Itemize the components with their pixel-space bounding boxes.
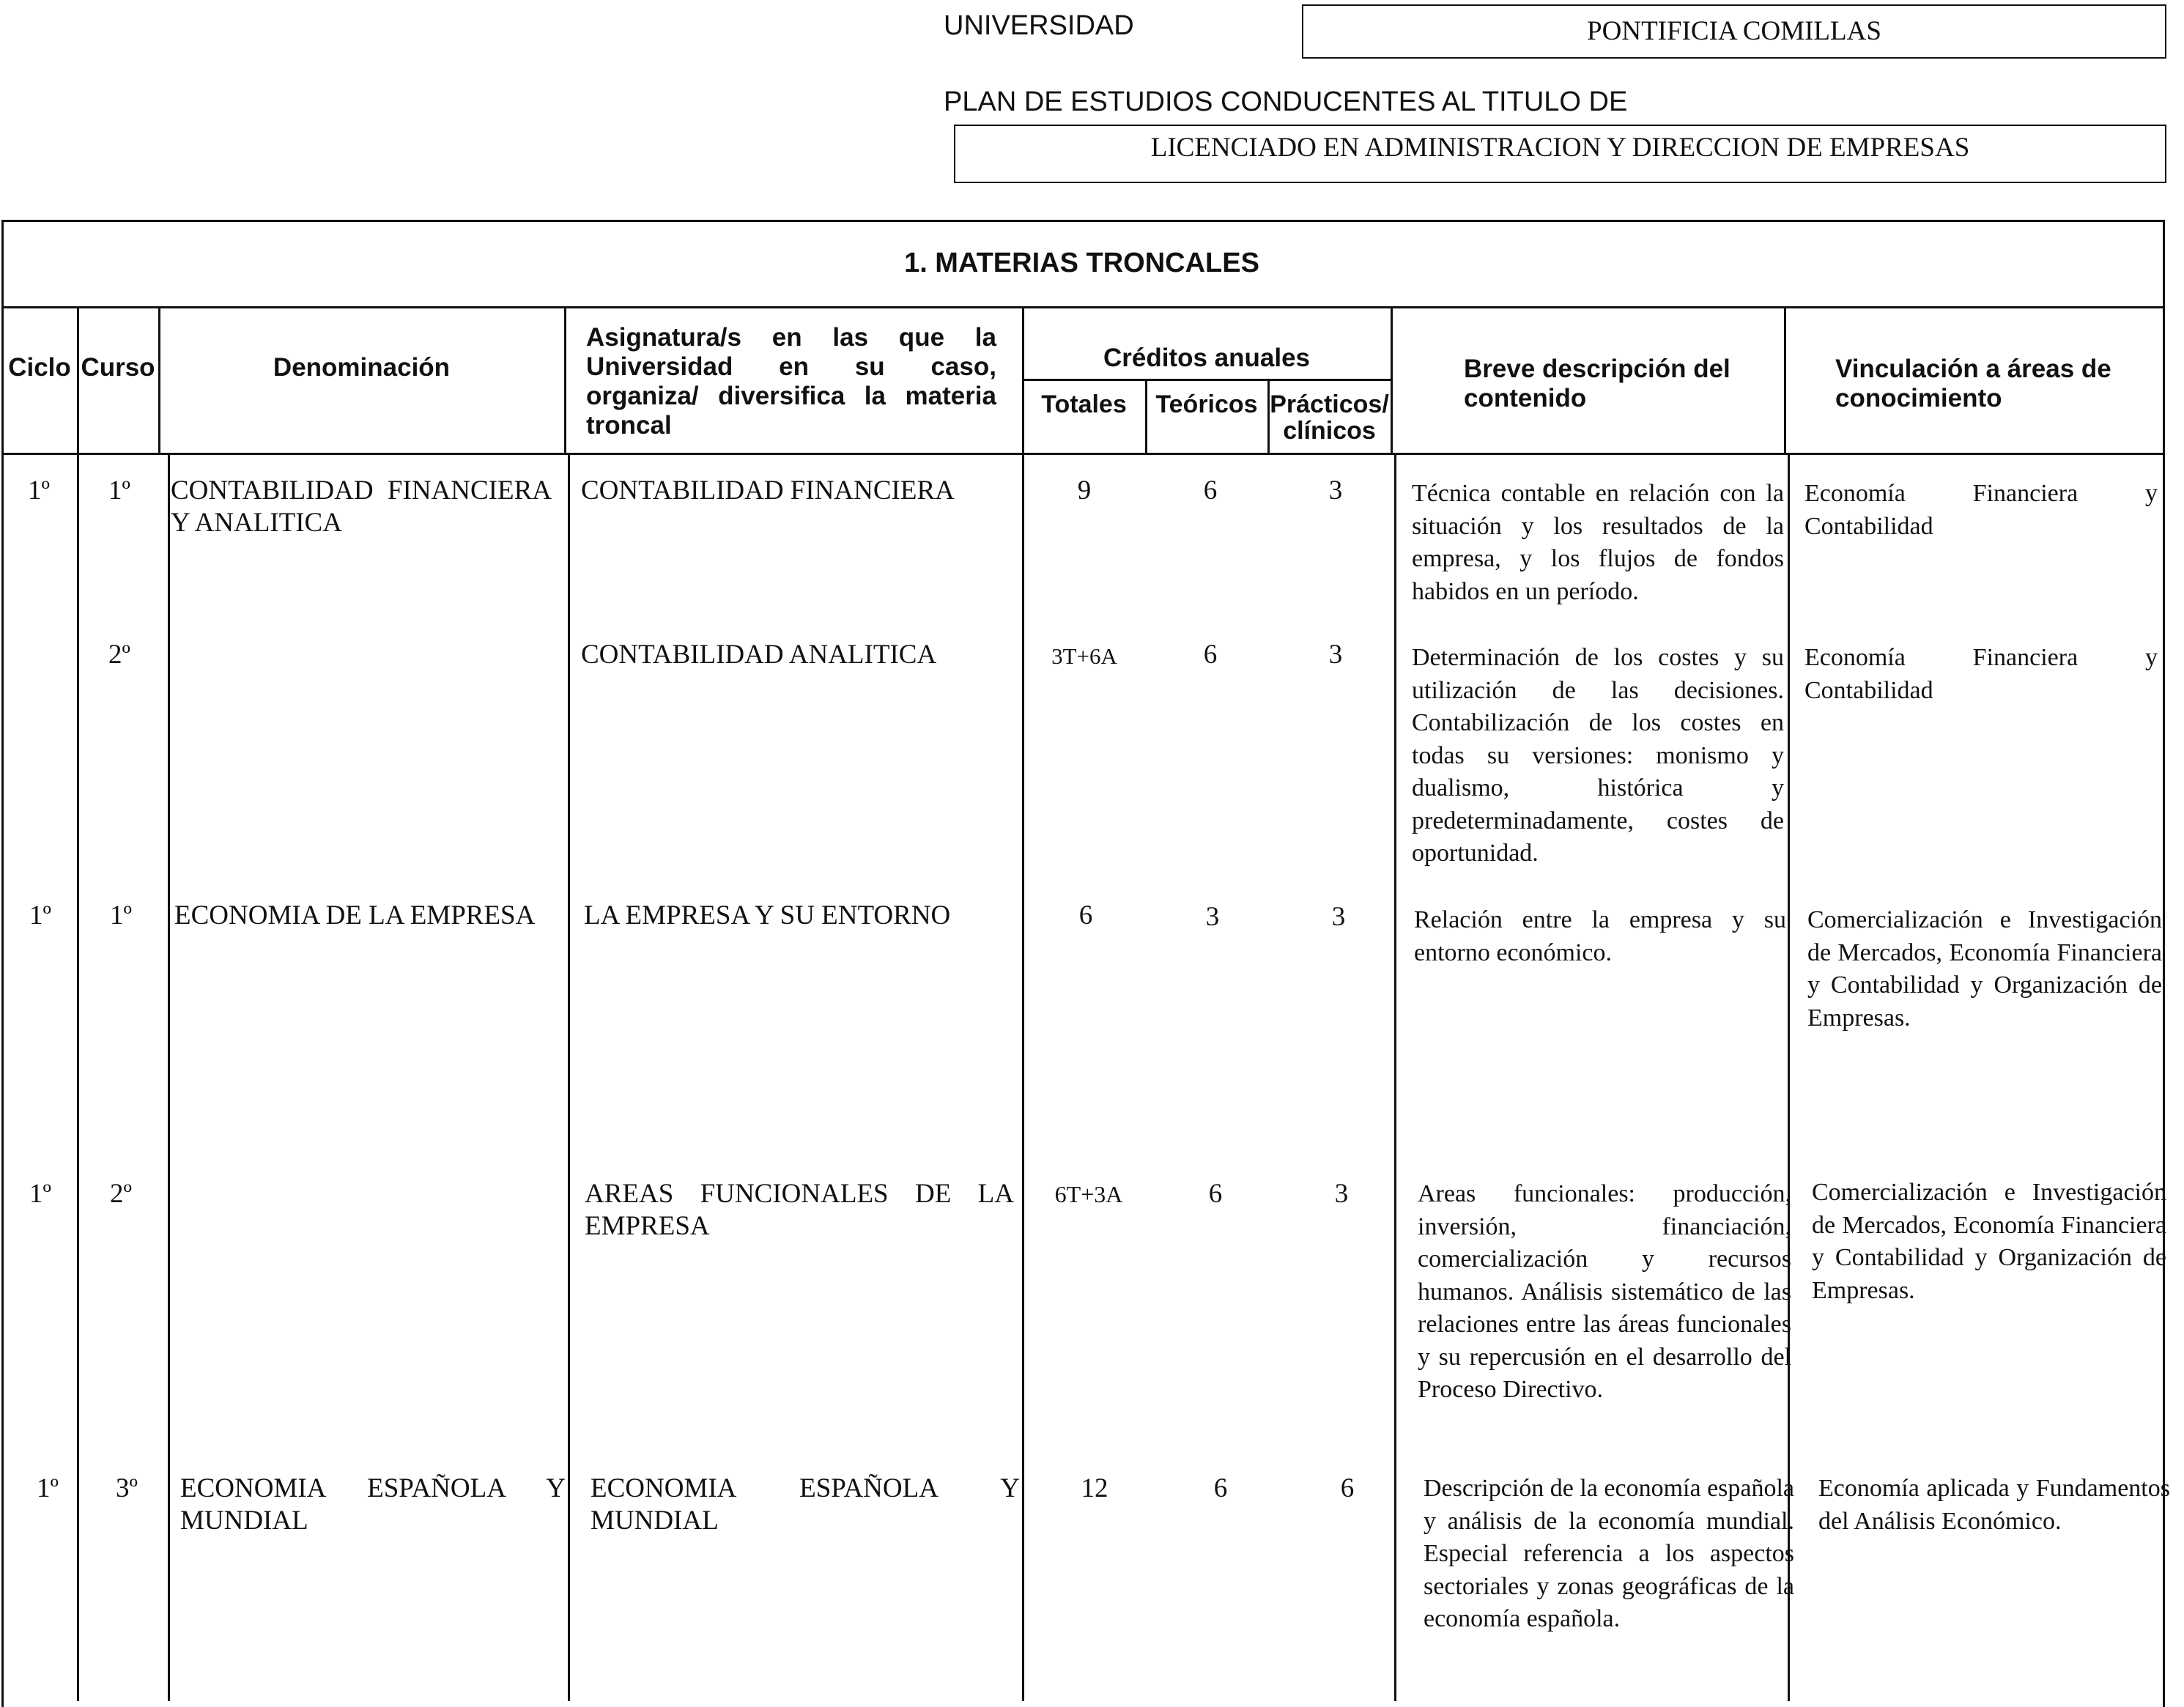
row-descripcion: Descripción de la economía española y análisis de la economía mundial. Especial referencia a los aspectos sectoriales y zonas geográficas de la economía española. <box>1424 1475 1795 1632</box>
header-descripcion: Breve descripción del contenido <box>1464 355 1730 412</box>
row-curso: 1º <box>110 900 132 930</box>
header-creditos: Créditos anuales <box>1103 344 1311 372</box>
body-divider-denominacion <box>568 453 570 1701</box>
university-label: UNIVERSIDAD <box>944 10 1134 41</box>
row-denominacion: CONTABILIDAD FINANCIERA Y ANALITICA <box>171 475 552 538</box>
university-name: PONTIFICIA COMILLAS <box>1587 16 1881 46</box>
header-ciclo: Ciclo <box>8 353 71 382</box>
row-totales: 3T+6A <box>1051 643 1117 669</box>
row-teoricos: 6 <box>1203 640 1218 670</box>
row-practicos: 3 <box>1331 902 1346 932</box>
row-totales: 12 <box>1081 1473 1108 1503</box>
col-divider-denominacion <box>564 306 566 453</box>
degree-name-box <box>954 125 2166 183</box>
row-asignatura: CONTABILIDAD FINANCIERA <box>581 475 955 506</box>
row-totales: 6 <box>1078 900 1093 930</box>
row-descripcion: Determinación de los costes y su utilización de las decisiones. Contabilización de los costes en todas su versiones: monismo y dualismo, histórica y predeterminadamente, costes de oportunidad. <box>1412 644 1784 867</box>
col-divider-asignatura <box>1022 306 1024 453</box>
row-curso: 3º <box>116 1473 138 1503</box>
header-teoricos: Teóricos <box>1155 390 1258 418</box>
body-divider-asignatura <box>1022 453 1024 1701</box>
degree-name: LICENCIADO EN ADMINISTRACION Y DIRECCION DE EMPRESAS <box>1150 133 1970 163</box>
row-curso: 2º <box>110 1179 132 1209</box>
row-totales: 6T+3A <box>1054 1181 1123 1207</box>
section-title: 1. MATERIAS TRONCALES <box>904 248 1259 278</box>
header-denominacion: Denominación <box>273 353 451 382</box>
row-descripcion: Técnica contable en relación con la situación y los resultados de la empresa, y los flujos de fondos habidos en un período. <box>1412 480 1784 605</box>
row-descripcion: Areas funcionales: producción, inversión, financiación, comercialización y recursos humanos. Análisis sistemático de las relaciones entre las áreas funcionales y su repercusión en el desarrollo del Proceso Directivo. <box>1418 1180 1791 1403</box>
row-totales: 9 <box>1077 475 1092 506</box>
row-curso: 2º <box>108 640 130 670</box>
row-vinculacion: Economía aplicada y Fundamentos del Análisis Económico. <box>1818 1475 2170 1535</box>
row-asignatura: CONTABILIDAD ANALITICA <box>581 640 937 670</box>
row-descripcion: Relación entre la empresa y su entorno económico. <box>1414 906 1786 966</box>
row-vinculacion: Economía Financiera y Contabilidad <box>1804 480 2158 540</box>
row-teoricos: 6 <box>1203 475 1218 506</box>
row-vinculacion: Comercialización e Investigación de Mercados, Economía Financiera y Contabilidad y Organización de Empresas. <box>1807 906 2162 1032</box>
header-vinculacion: Vinculación a áreas de conocimiento <box>1835 355 2111 412</box>
row-asignatura: ECONOMIA ESPAÑOLA Y MUNDIAL <box>591 1473 1020 1536</box>
body-divider-creditos <box>1394 453 1396 1701</box>
university-name-box <box>1302 4 2166 59</box>
row-teoricos: 6 <box>1213 1473 1228 1503</box>
col-divider-descripcion <box>1784 306 1786 453</box>
row-teoricos: 6 <box>1208 1179 1223 1209</box>
row-ciclo: 1º <box>28 475 50 506</box>
row-ciclo: 1º <box>37 1473 59 1503</box>
header-practicos: Prácticos/ clínicos <box>1270 390 1389 445</box>
body-divider-curso <box>168 453 170 1701</box>
plan-label: PLAN DE ESTUDIOS CONDUCENTES AL TITULO DE <box>944 86 1628 117</box>
row-practicos: 3 <box>1334 1179 1349 1209</box>
col-divider-creditos <box>1391 306 1393 453</box>
header-divider <box>1 453 2165 455</box>
row-ciclo: 1º <box>29 1179 51 1209</box>
row-curso: 1º <box>108 475 130 506</box>
row-practicos: 6 <box>1340 1473 1355 1503</box>
section-title-divider <box>1 306 2165 308</box>
row-denominacion: ECONOMIA ESPAÑOLA Y MUNDIAL <box>180 1473 566 1536</box>
row-practicos: 3 <box>1328 640 1343 670</box>
row-vinculacion: Comercialización e Investigación de Mercados, Economía Financiera y Contabilidad y Organización de Empresas. <box>1812 1179 2166 1304</box>
header-curso: Curso <box>81 353 155 382</box>
body-divider-ciclo <box>77 453 79 1701</box>
row-asignatura: LA EMPRESA Y SU ENTORNO <box>584 900 951 930</box>
row-teoricos: 3 <box>1205 902 1220 932</box>
row-denominacion: ECONOMIA DE LA EMPRESA <box>174 900 536 930</box>
row-ciclo: 1º <box>29 900 51 930</box>
row-vinculacion: Economía Financiera y Contabilidad <box>1804 644 2158 704</box>
header-totales: Totales <box>1041 390 1127 418</box>
creditos-subheader-divider <box>1022 379 1391 381</box>
row-practicos: 3 <box>1328 475 1343 506</box>
row-asignatura: AREAS FUNCIONALES DE LA EMPRESA <box>585 1179 1014 1241</box>
header-asignatura: Asignatura/s en las que la Universidad en su caso, organiza/ diversifica la materia troncal <box>586 323 996 440</box>
